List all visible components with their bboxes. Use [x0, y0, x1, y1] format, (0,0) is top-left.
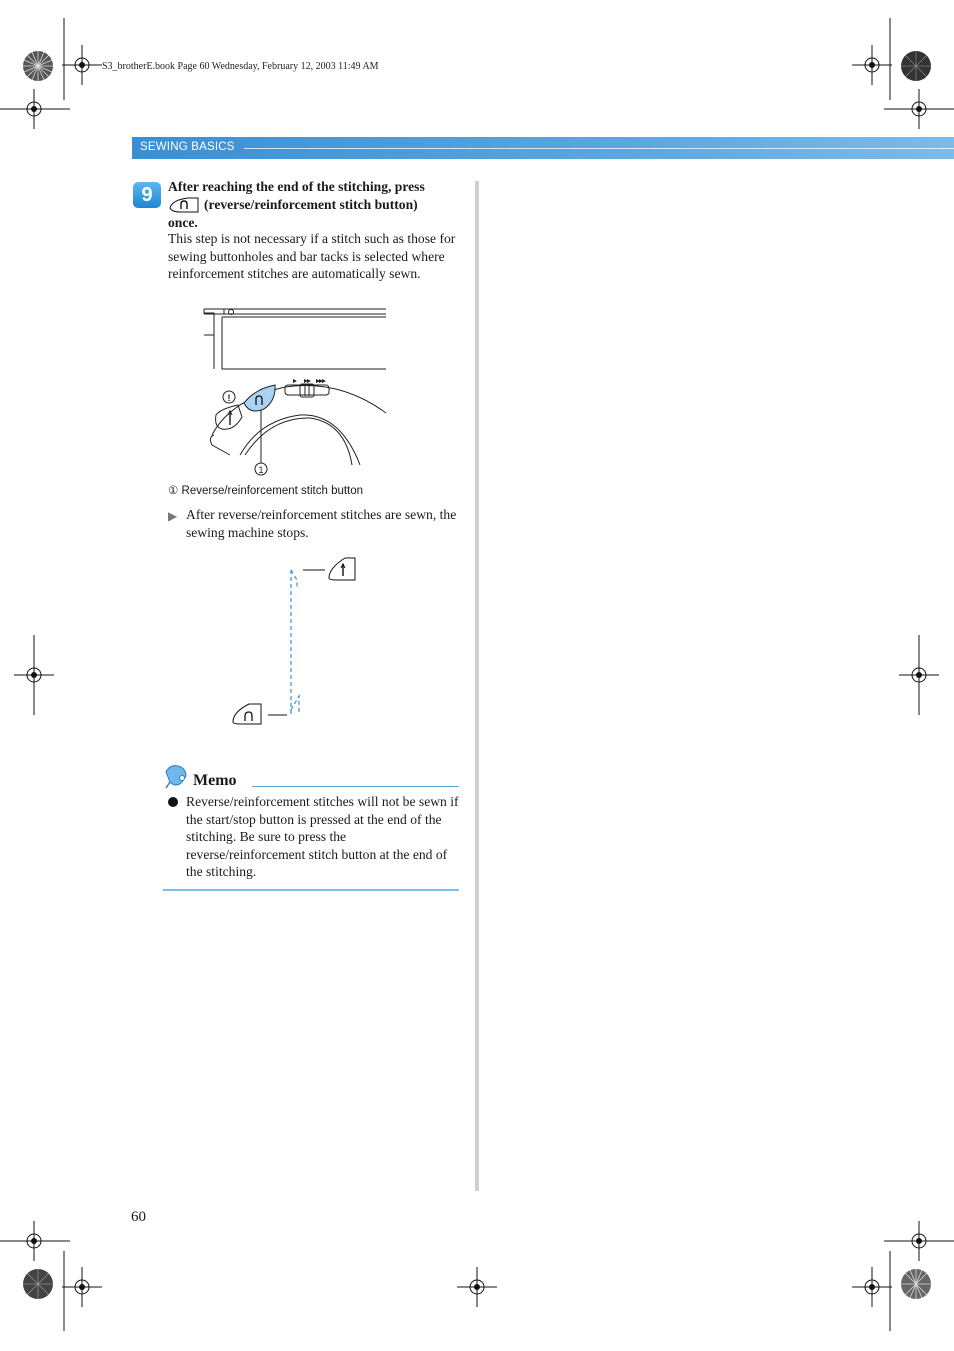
column-divider: [475, 181, 479, 1191]
header-rule: [244, 148, 954, 149]
figure-caption: [168, 483, 363, 497]
caption-marker: ①: [168, 485, 179, 497]
step-heading-line3: once.: [168, 215, 198, 231]
step-heading-line1: After reaching the end of the stitching, press: [168, 179, 425, 194]
book-slug-line: S3_brotherE.book Page 60 Wednesday, February 12, 2003 11:49 AM: [102, 61, 379, 72]
memo-rule-top: [252, 786, 459, 787]
bullet-icon: [168, 797, 178, 807]
memo-item: [168, 793, 460, 881]
section-header-banner: [132, 137, 954, 159]
section-title: SEWING BASICS: [140, 141, 235, 153]
memo-title: Memo: [193, 772, 237, 789]
memo-text: Reverse/reinforcement stitches will not be sewn if the start/stop button is pressed at the end of the stitching. Be sure to press the reverse/reinforcement stitch button at the end of the stitching.: [186, 794, 459, 880]
caption-text: Reverse/reinforcement stitch button: [181, 485, 364, 497]
step-number-badge: 9: [133, 182, 161, 208]
step-heading: [168, 178, 463, 232]
figure-callout-number: 1: [258, 465, 264, 475]
step-heading-line2: (reverse/reinforcement stitch button): [204, 196, 418, 212]
step-body-text: This step is not necessary if a stitch such as those for sewing buttonholes and bar tacks is selected where reinforcement stitches are automatically sewn.: [168, 231, 456, 282]
svg-text:!: !: [227, 393, 231, 403]
stitching-diagram: [225, 550, 365, 730]
memo-icon: [162, 762, 190, 790]
result-text: After reverse/reinforcement stitches are sewn, the sewing machine stops.: [186, 507, 457, 540]
result-item: [168, 506, 468, 541]
memo-rule-bottom: [163, 889, 459, 891]
reverse-stitch-button-icon: [168, 196, 200, 214]
result-arrow-icon: ▶: [168, 509, 178, 523]
machine-buttons-illustration: [200, 305, 390, 480]
page-number: 60: [131, 1209, 146, 1225]
